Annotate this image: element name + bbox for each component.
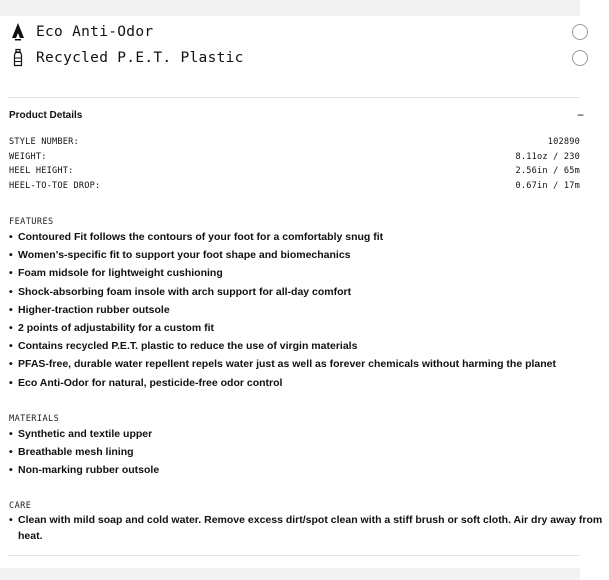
list-item: • Higher-traction rubber outsole (9, 301, 609, 319)
list-item: • Clean with mild soap and cold water. Remove excess dirt/spot clean with a stiff brush or soft cloth. Air dry away from heat. (9, 513, 603, 544)
feature-label: Recycled P.E.T. Plastic (36, 50, 244, 66)
list-item: • Women's-specific fit to support your foot shape and biomechanics (9, 246, 609, 264)
product-details-title[interactable]: Product Details (9, 110, 83, 121)
list-item: • Breathable mesh lining (9, 443, 609, 461)
divider (8, 555, 580, 556)
info-toggle[interactable] (572, 50, 588, 66)
spec-key: STYLE NUMBER: (9, 137, 79, 147)
top-bar (0, 0, 580, 16)
spec-value: 102890 (547, 137, 580, 147)
list-item: • Contoured Fit follows the contours of your foot for a comfortably snug fit (9, 228, 609, 246)
list-item: • Shock-absorbing foam insole with arch support for all-day comfort (9, 283, 609, 301)
info-toggle[interactable] (572, 24, 588, 40)
list-item: • Eco Anti-Odor for natural, pesticide-free odor control (9, 374, 609, 392)
divider (8, 97, 580, 98)
care-heading: CARE (9, 501, 32, 511)
spec-key: HEEL HEIGHT: (9, 166, 74, 176)
spec-value: 2.56in / 65m (515, 166, 580, 176)
care-list (9, 513, 609, 544)
feature-row-recycled-pet (8, 48, 580, 70)
list-item: • PFAS-free, durable water repellent repels water just as well as forever chemicals without harming the planet (9, 355, 609, 373)
features-list (9, 228, 609, 392)
features-heading: FEATURES (9, 217, 54, 227)
materials-list (9, 425, 609, 480)
collapse-icon[interactable]: − (576, 108, 584, 122)
list-item: • Non-marking rubber outsole (9, 461, 609, 479)
list-item: • 2 points of adjustability for a custom fit (9, 319, 609, 337)
spec-key: WEIGHT: (9, 152, 47, 162)
feature-row-eco-anti-odor (8, 22, 580, 44)
spec-row-style-number (9, 137, 580, 151)
feature-label: Eco Anti-Odor (36, 24, 154, 40)
list-item: • Synthetic and textile upper (9, 425, 609, 443)
list-item: • Contains recycled P.E.T. plastic to reduce the use of virgin materials (9, 337, 609, 355)
bottom-bar (0, 568, 580, 580)
materials-heading: MATERIALS (9, 414, 60, 424)
spec-row-heel-to-toe-drop (9, 181, 580, 195)
spec-row-heel-height (9, 166, 580, 180)
spec-row-weight (9, 152, 580, 166)
spec-key: HEEL-TO-TOE DROP: (9, 181, 101, 191)
spec-value: 0.67in / 17m (515, 181, 580, 191)
spec-value: 8.11oz / 230 (515, 152, 580, 162)
bottle-icon (10, 49, 26, 67)
leaf-flame-icon (10, 23, 26, 41)
list-item: • Foam midsole for lightweight cushioning (9, 264, 609, 282)
